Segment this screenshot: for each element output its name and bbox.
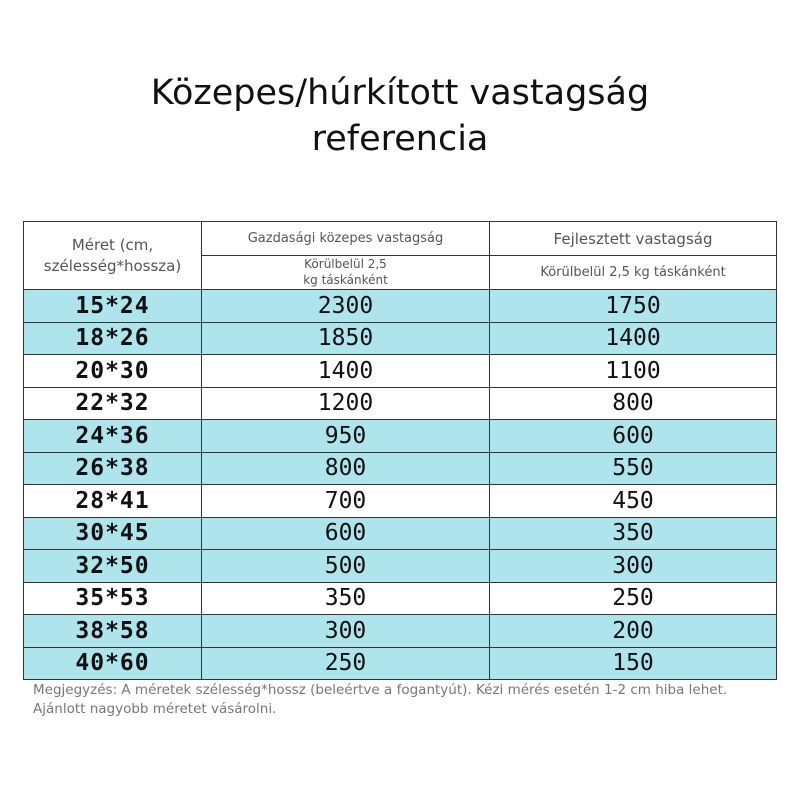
table-row bbox=[24, 484, 776, 517]
cell-economy: 500 bbox=[202, 550, 490, 582]
page-title bbox=[0, 70, 800, 162]
cell-advanced: 1100 bbox=[605, 357, 661, 384]
cell-size: 28*41 bbox=[24, 485, 202, 517]
cell-advanced: 200 bbox=[612, 617, 654, 644]
cell-size: 22*32 bbox=[24, 388, 202, 420]
table-row bbox=[24, 387, 776, 420]
cell-economy: 1850 bbox=[202, 323, 490, 355]
table-row bbox=[24, 452, 776, 485]
cell-advanced: 1400 bbox=[605, 325, 661, 352]
cell-advanced: 550 bbox=[612, 455, 654, 482]
title-line-2: referencia bbox=[311, 119, 489, 159]
cell-advanced: 150 bbox=[612, 650, 654, 677]
cell-size: 15*24 bbox=[24, 290, 202, 322]
table-row bbox=[24, 289, 776, 322]
size-reference-table bbox=[23, 221, 777, 680]
cell-size: 30*45 bbox=[24, 518, 202, 550]
cell-economy: 700 bbox=[202, 485, 490, 517]
cell-economy: 2300 bbox=[202, 290, 490, 322]
header-advanced-sub: Körülbelül 2,5 kg táskánként bbox=[540, 265, 726, 280]
cell-economy: 800 bbox=[202, 453, 490, 485]
footnote: Megjegyzés: A méretek szélesség*hossz (beleértve a fogantyút). Kézi mérés esetén 1-2 cm hiba lehet. Ajánlott nagyobb méretet vásárolni. bbox=[33, 682, 728, 717]
cell-economy: 250 bbox=[202, 648, 490, 680]
cell-advanced: 800 bbox=[612, 390, 654, 417]
cell-advanced: 250 bbox=[612, 585, 654, 612]
cell-advanced: 1750 bbox=[605, 292, 661, 319]
cell-advanced: 300 bbox=[612, 552, 654, 579]
table-row bbox=[24, 614, 776, 647]
table-row bbox=[24, 549, 776, 582]
table-row bbox=[24, 582, 776, 615]
header-economy-sub-text: Körülbelül 2,5 kg táskánként bbox=[303, 257, 388, 287]
cell-advanced: 450 bbox=[612, 487, 654, 514]
table-row bbox=[24, 322, 776, 355]
cell-economy: 1400 bbox=[202, 355, 490, 387]
cell-size: 32*50 bbox=[24, 550, 202, 582]
table-row bbox=[24, 354, 776, 387]
cell-economy: 600 bbox=[202, 518, 490, 550]
title-line-1: Közepes/húrkított vastagság bbox=[150, 73, 650, 113]
header-economy-sub bbox=[202, 256, 490, 289]
header-advanced: Fejlesztett vastagság bbox=[490, 222, 776, 256]
cell-size: 40*60 bbox=[24, 648, 202, 680]
cell-size: 38*58 bbox=[24, 615, 202, 647]
cell-advanced: 350 bbox=[612, 520, 654, 547]
table-row bbox=[24, 647, 776, 680]
cell-size: 24*36 bbox=[24, 420, 202, 452]
cell-advanced: 600 bbox=[612, 422, 654, 449]
cell-economy: 950 bbox=[202, 420, 490, 452]
table-row bbox=[24, 517, 776, 550]
cell-size: 18*26 bbox=[24, 323, 202, 355]
header-economy: Gazdasági közepes vastagság bbox=[202, 222, 490, 256]
cell-size: 20*30 bbox=[24, 355, 202, 387]
cell-size: 35*53 bbox=[24, 583, 202, 615]
cell-size: 26*38 bbox=[24, 453, 202, 485]
cell-economy: 300 bbox=[202, 615, 490, 647]
cell-economy: 1200 bbox=[202, 388, 490, 420]
table-row bbox=[24, 419, 776, 452]
table-body bbox=[24, 289, 776, 679]
cell-economy: 350 bbox=[202, 583, 490, 615]
header-size: Méret (cm, szélesség*hossza) bbox=[24, 222, 202, 289]
